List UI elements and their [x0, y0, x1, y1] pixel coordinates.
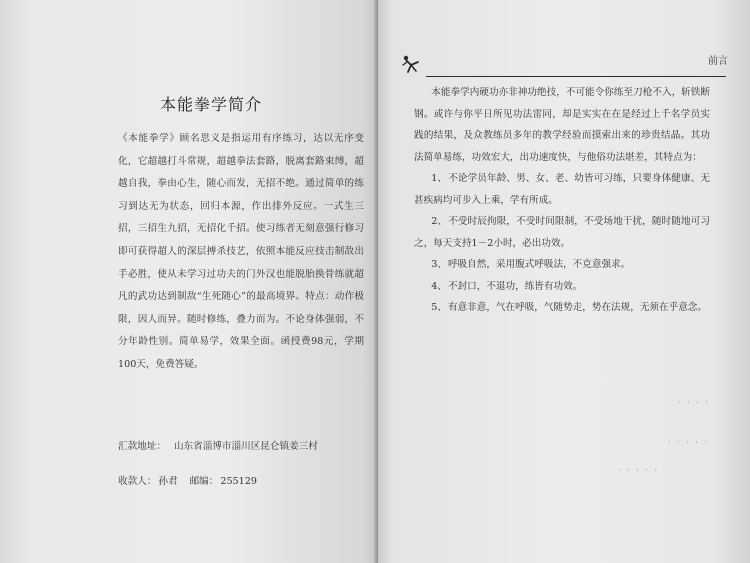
feature-number: 4、 [431, 280, 447, 292]
feature-item [414, 254, 710, 276]
header-rule [426, 76, 726, 77]
faint-dots: · · · · · [668, 438, 709, 447]
feature-text: 不封口，不退功，练皆有功效。 [447, 280, 583, 292]
feature-item [414, 276, 710, 298]
postcode: 255129 [220, 476, 257, 487]
right-page [378, 0, 750, 563]
remit-address: 山东省淄博市淄川区昆仑镇姜三村 [173, 441, 318, 452]
feature-list [414, 168, 710, 319]
feature-number: 5、 [431, 302, 447, 313]
feature-number: 2、 [431, 216, 448, 227]
payee-name: 孙君 [158, 476, 178, 487]
remit-address-line [118, 438, 326, 452]
intro-paragraph: 《本能拳学》顾名思义是指运用有序练习，达以无序变化，它超越打斗常规，超越拳法套路，脱离套路束缚，超越自我，拳由心生，随心而发，无招不绝。通过简单的练习到达无为状态，回归本源，作出排外反应。一式生三招，三招生九招，无招化千招。使习练者无刻意强行修习即可获得超人的深层搏杀技艺，依照本能反应技击制敌出手必胜，使从未学习过功夫的门外汉也能脱胎换骨练就超凡的武功达到制敌“生死随心”的最高境界。特点：动作极限，因人而异。随时修练，叠力而为。不论身体强弱，不分年龄性别。简单易学，效果全面。函授费98元，学期100天，免费答疑。 [118, 133, 364, 370]
page-title: 本能拳学简介 [160, 95, 263, 114]
feature-item [414, 297, 710, 319]
martial-artist-logo-icon [402, 54, 424, 74]
remit-label: 汇款地址： [118, 441, 166, 452]
payee-line [118, 473, 265, 487]
feature-text: 有意非意，气在呼吸，气随势走，势在法规，无须在乎意念。 [447, 302, 707, 313]
preface-intro [414, 82, 710, 168]
feature-text: 不论学员年龄、男、女、老、幼皆可习练，只要身体健康、无甚疾病均可步入上乘，学有所成。 [414, 173, 711, 206]
feature-number: 1、 [431, 173, 448, 184]
postcode-label: 邮编： [189, 476, 219, 487]
preface-intro-text: 本能拳学内硬功亦非神功绝技，不可能令你练至刀枪不入，斩铁断钢。或许与你平日所见功法雷同，却是实实在在是经过上千名学员实践的结果，及众教练员多年的教学经验而摸索出来的珍贵结晶。其功法简单易练，功效宏大，出功速度快，与他俗功法堪差，其特点为： [414, 87, 710, 163]
faint-dots: · · · · · [618, 466, 659, 475]
feature-text: 不受时辰拘限，不受时间限制，不受场地干扰，随时随地可习之，每天支持1－2小时，必出功效。 [414, 216, 711, 249]
feature-item [414, 211, 710, 254]
feature-text: 呼吸自然，采用腹式呼吸法，不克意强求。 [447, 259, 631, 270]
payee-label: 收款人： [118, 476, 157, 487]
section-label: 前言 [708, 56, 728, 67]
feature-item [414, 168, 710, 211]
feature-number: 3、 [431, 259, 447, 270]
page-header [402, 52, 732, 80]
faint-dots: · · · · [678, 398, 710, 407]
